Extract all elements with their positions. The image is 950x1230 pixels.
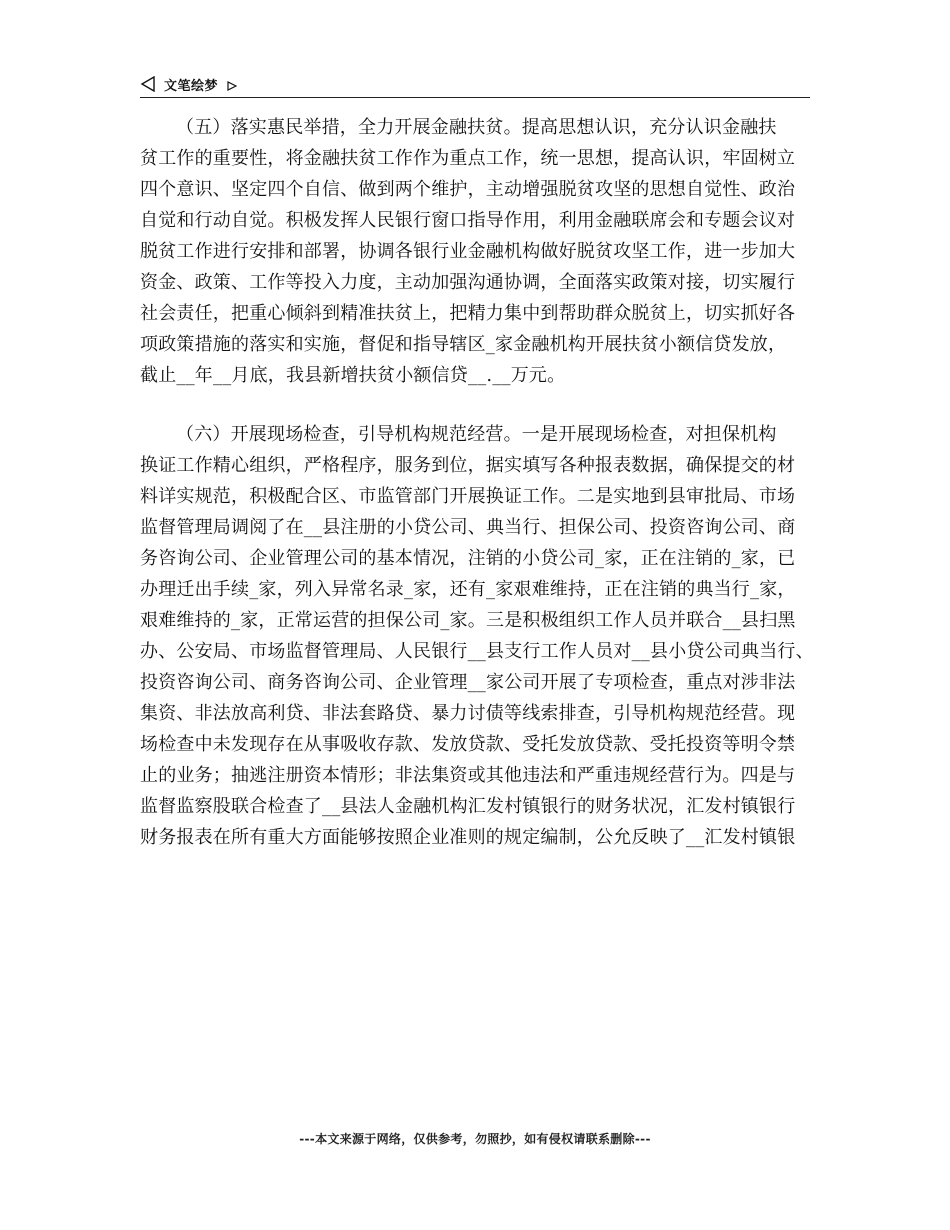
text-line: 料详实规范，积极配合区、市监管部门开展换证工作。二是实地到县审批局、市场: [140, 486, 796, 507]
text-line: 项政策措施的落实和实施，督促和指导辖区_家金融机构开展扶贫小额信贷发放，: [140, 334, 787, 355]
text-line: 四个意识、坚定四个自信、做到两个维护，主动增强脱贫攻坚的思想自觉性、政治: [140, 179, 796, 200]
text-line: 办、公安局、市场监督管理局、人民银行__县支行工作人员对__县小贷公司典当行、: [140, 641, 814, 662]
right-triangle-outline-icon: [227, 76, 237, 86]
text-line: 场检查中未发现存在从事吸收存款、发放贷款、受托发放贷款、受托投资等明令禁: [140, 734, 796, 755]
text-line: 止的业务；抽逃注册资本情形；非法集资或其他违法和严重违规经营行为。四是与: [140, 765, 796, 786]
text-line: 监督管理局调阅了在__县注册的小贷公司、典当行、担保公司、投资咨询公司、商: [140, 517, 796, 538]
left-triangle-outline-icon: [140, 76, 156, 92]
text-line: 集资、非法放高利贷、非法套路贷、暴力讨债等线索排查，引导机构规范经营。现: [140, 703, 796, 724]
text-line: 换证工作精心组织，严格程序，服务到位，据实填写各种报表数据，确保提交的材: [140, 455, 796, 476]
text-line: 资金、政策、工作等投入力度，主动加强沟通协调，全面落实政策对接，切实履行: [140, 272, 796, 293]
text-line: 艰难维持的_家，正常运营的担保公司_家。三是积极组织工作人员并联合__县扫黑: [140, 610, 796, 631]
text-line: （六）开展现场检查，引导机构规范经营。一是开展现场检查，对担保机构: [176, 424, 777, 445]
text-line: 监督监察股联合检查了__县法人金融机构汇发村镇银行的财务状况，汇发村镇银行: [140, 796, 796, 817]
document-body: [140, 112, 820, 853]
text-line: 脱贫工作进行安排和部署，协调各银行业金融机构做好脱贫攻坚工作，进一步加大: [140, 241, 796, 262]
text-line: 社会责任，把重心倾斜到精准扶贫上，把精力集中到帮助群众脱贫上，切实抓好各: [140, 303, 796, 324]
footer-disclaimer: ---本文来源于网络，仅供参考，勿照抄，如有侵权请联系删除---: [299, 1132, 651, 1146]
paragraph-6: [140, 419, 820, 853]
text-line: 办理迁出手续_家，列入异常名录_家，还有_家艰难维持，正在注销的典当行_家，: [140, 579, 796, 600]
brand-title: 文笔绘梦: [164, 78, 219, 94]
text-line: （五）落实惠民举措，全力开展金融扶贫。提高思想认识，充分认识金融扶: [176, 117, 777, 138]
paragraph-5: [140, 112, 820, 391]
paragraph-spacer: [140, 391, 820, 419]
text-line: 贫工作的重要性，将金融扶贫工作作为重点工作，统一思想，提高认识，牢固树立: [140, 148, 796, 169]
text-line: 财务报表在所有重大方面能够按照企业准则的规定编制，公允反映了__汇发村镇银: [140, 827, 796, 848]
text-line: 务咨询公司、企业管理公司的基本情况，注销的小贷公司_家，正在注销的_家，已: [140, 548, 796, 569]
text-line: 截止__年__月底，我县新增扶贫小额信贷__.__万元。: [140, 365, 566, 386]
text-line: 自觉和行动自觉。积极发挥人民银行窗口指导作用，利用金融联席会和专题会议对: [140, 210, 796, 231]
page-header: [140, 74, 810, 98]
text-line: 投资咨询公司、商务咨询公司、企业管理__家公司开展了专项检查，重点对涉非法: [140, 672, 796, 693]
